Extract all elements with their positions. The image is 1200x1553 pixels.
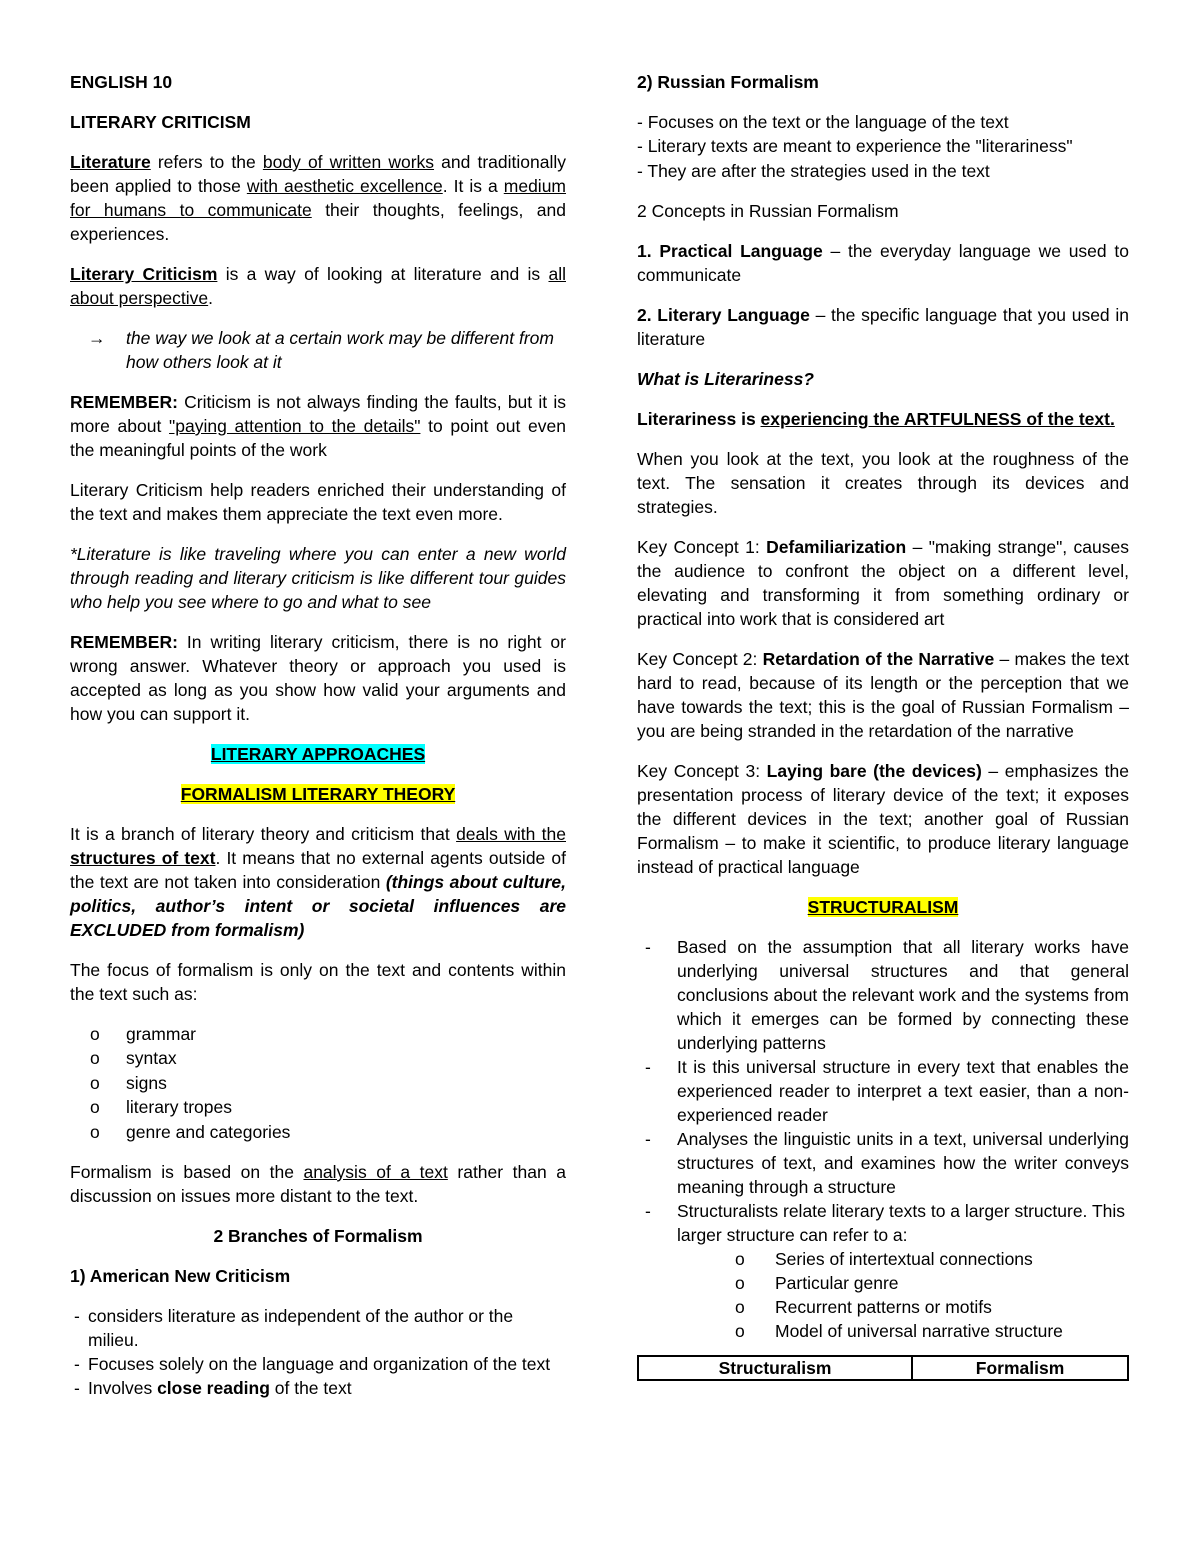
travel-analogy: *Literature is like traveling where you can enter a new world through reading and literary criticism is like different tour guides who help you see where to go and what to see	[70, 544, 566, 612]
arrow-icon: →	[88, 328, 106, 348]
criticism-definition: Literary Criticism is a way of looking at literature and is all about perspective.	[70, 264, 566, 308]
practical-language: 1. Practical Language – the everyday language we used to communicate	[637, 241, 1129, 286]
list-item: o Particular genre	[735, 1273, 899, 1294]
russian-formalism-heading: 2) Russian Formalism	[637, 72, 819, 92]
list-item: - Involves close reading of the text	[74, 1378, 352, 1399]
formalism-focus-list	[70, 1022, 566, 1144]
course-title: ENGLISH 10	[70, 72, 173, 92]
american-new-criticism-heading: 1) American New Criticism	[70, 1266, 291, 1287]
right-column	[637, 70, 1129, 1381]
american-new-criticism-list	[70, 1304, 566, 1400]
literature-definition: Literature refers to the body of written works and traditionally been applied to those with aesthetic excellence. It is a medium for humans to communicate their thoughts, feelings, and experiences.	[70, 152, 567, 244]
table-header-formalism: Formalism	[912, 1356, 1128, 1380]
structuralism-heading: STRUCTURALISM	[807, 897, 959, 918]
list-item: - It is this universal structure in every text that enables the experienced reader to interpret a text easier, than a non-experienced reader	[645, 1057, 1129, 1126]
branches-heading: 2 Branches of Formalism	[213, 1226, 423, 1247]
list-item: - Structuralists relate literary texts to a larger structure. This larger structure can refer to a:	[645, 1201, 1126, 1246]
formalism-definition: It is a branch of literary theory and criticism that deals with the structures of text. It means that no external agents outside of the text are not taken into consideration (things about culture, politics, author’s intent or societal influences are EXCLUDED from formalism)	[70, 824, 566, 940]
list-item: - Focuses solely on the language and organization of the text	[74, 1354, 551, 1375]
comparison-table	[637, 1355, 1129, 1381]
perspective-note-text: the way we look at a certain work may be different from how others look at it	[126, 328, 554, 372]
table-header-structuralism: Structuralism	[638, 1356, 912, 1380]
key-concept-2: Key Concept 2: Retardation of the Narrative – makes the text hard to read, because of its length or the perception that we have towards the text; this is the goal of Russian Formalism – you are being stranded in the retardation of the narrative	[637, 649, 1129, 742]
criticism-help-text: Literary Criticism help readers enriched their understanding of the text and makes them appreciate the text even more.	[70, 480, 566, 524]
list-item: o signs	[90, 1072, 167, 1093]
list-item: o syntax	[90, 1048, 177, 1069]
formalism-based-on: Formalism is based on the analysis of a text rather than a discussion on issues more distant to the text.	[70, 1162, 566, 1207]
literariness-definition: Literariness is experiencing the ARTFULNESS of the text.	[637, 409, 1115, 430]
list-item: - Focuses on the text or the language of the text	[637, 112, 1009, 132]
key-concept-3: Key Concept 3: Laying bare (the devices) – emphasizes the presentation process of literary device of the text; it exposes the different devices in the text; another goal of Russian Formalism – to make it scientific, to produce literary language instead of practical language	[637, 761, 1129, 878]
formalism-heading: FORMALISM LITERARY THEORY	[180, 784, 456, 804]
formalism-focus-text: The focus of formalism is only on the text and contents within the text such as:	[70, 960, 566, 1004]
list-item: - considers literature as independent of the author or the milieu.	[74, 1306, 514, 1351]
list-item: - Analyses the linguistic units in a text, universal underlying structures of text, and examines how the writer conveys meaning through a structure	[645, 1129, 1129, 1198]
list-item: - They are after the strategies used in the text	[637, 160, 990, 181]
left-column	[70, 70, 566, 1416]
structure-types-list	[637, 1247, 1129, 1343]
section-title: LITERARY CRITICISM	[70, 112, 251, 132]
literary-approaches-heading: LITERARY APPROACHES	[210, 744, 426, 764]
text-roughness: When you look at the text, you look at the roughness of the text. The sensation it creates through its devices and strategies.	[637, 449, 1129, 518]
concepts-heading: 2 Concepts in Russian Formalism	[637, 201, 899, 222]
literary-language: 2. Literary Language – the specific language that you used in literature	[637, 305, 1129, 350]
russian-formalism-list	[637, 110, 1129, 183]
structuralism-list	[637, 935, 1129, 1247]
remember-note-1: REMEMBER: Criticism is not always finding the faults, but it is more about "paying attention to the details" to point out even the meaningful points of the work	[70, 392, 566, 460]
list-item: - Based on the assumption that all literary works have underlying universal structures and that general conclusions about the relevant work and the systems from which it emerges can be formed by connecting these underlying patterns	[645, 937, 1129, 1054]
literariness-question: What is Literariness?	[637, 369, 814, 390]
list-item: - Literary texts are meant to experience the "literariness"	[637, 136, 1073, 157]
key-concept-1: Key Concept 1: Defamiliarization – "making strange", causes the audience to confront the object on a different level, elevating and transforming it from something ordinary or practical into work that is considered art	[637, 537, 1129, 630]
list-item: o Model of universal narrative structure	[735, 1321, 1063, 1342]
list-item: o genre and categories	[90, 1121, 291, 1142]
list-item: o grammar	[90, 1024, 197, 1044]
list-item: o Recurrent patterns or motifs	[735, 1297, 992, 1318]
list-item: o Series of intertextual connections	[735, 1249, 1033, 1270]
perspective-note	[70, 326, 566, 374]
remember-note-2: REMEMBER: In writing literary criticism, there is no right or wrong answer. Whatever theory or approach you used is accepted as long as you show how valid your arguments and how you can support it.	[70, 632, 566, 724]
list-item: o literary tropes	[90, 1097, 233, 1118]
